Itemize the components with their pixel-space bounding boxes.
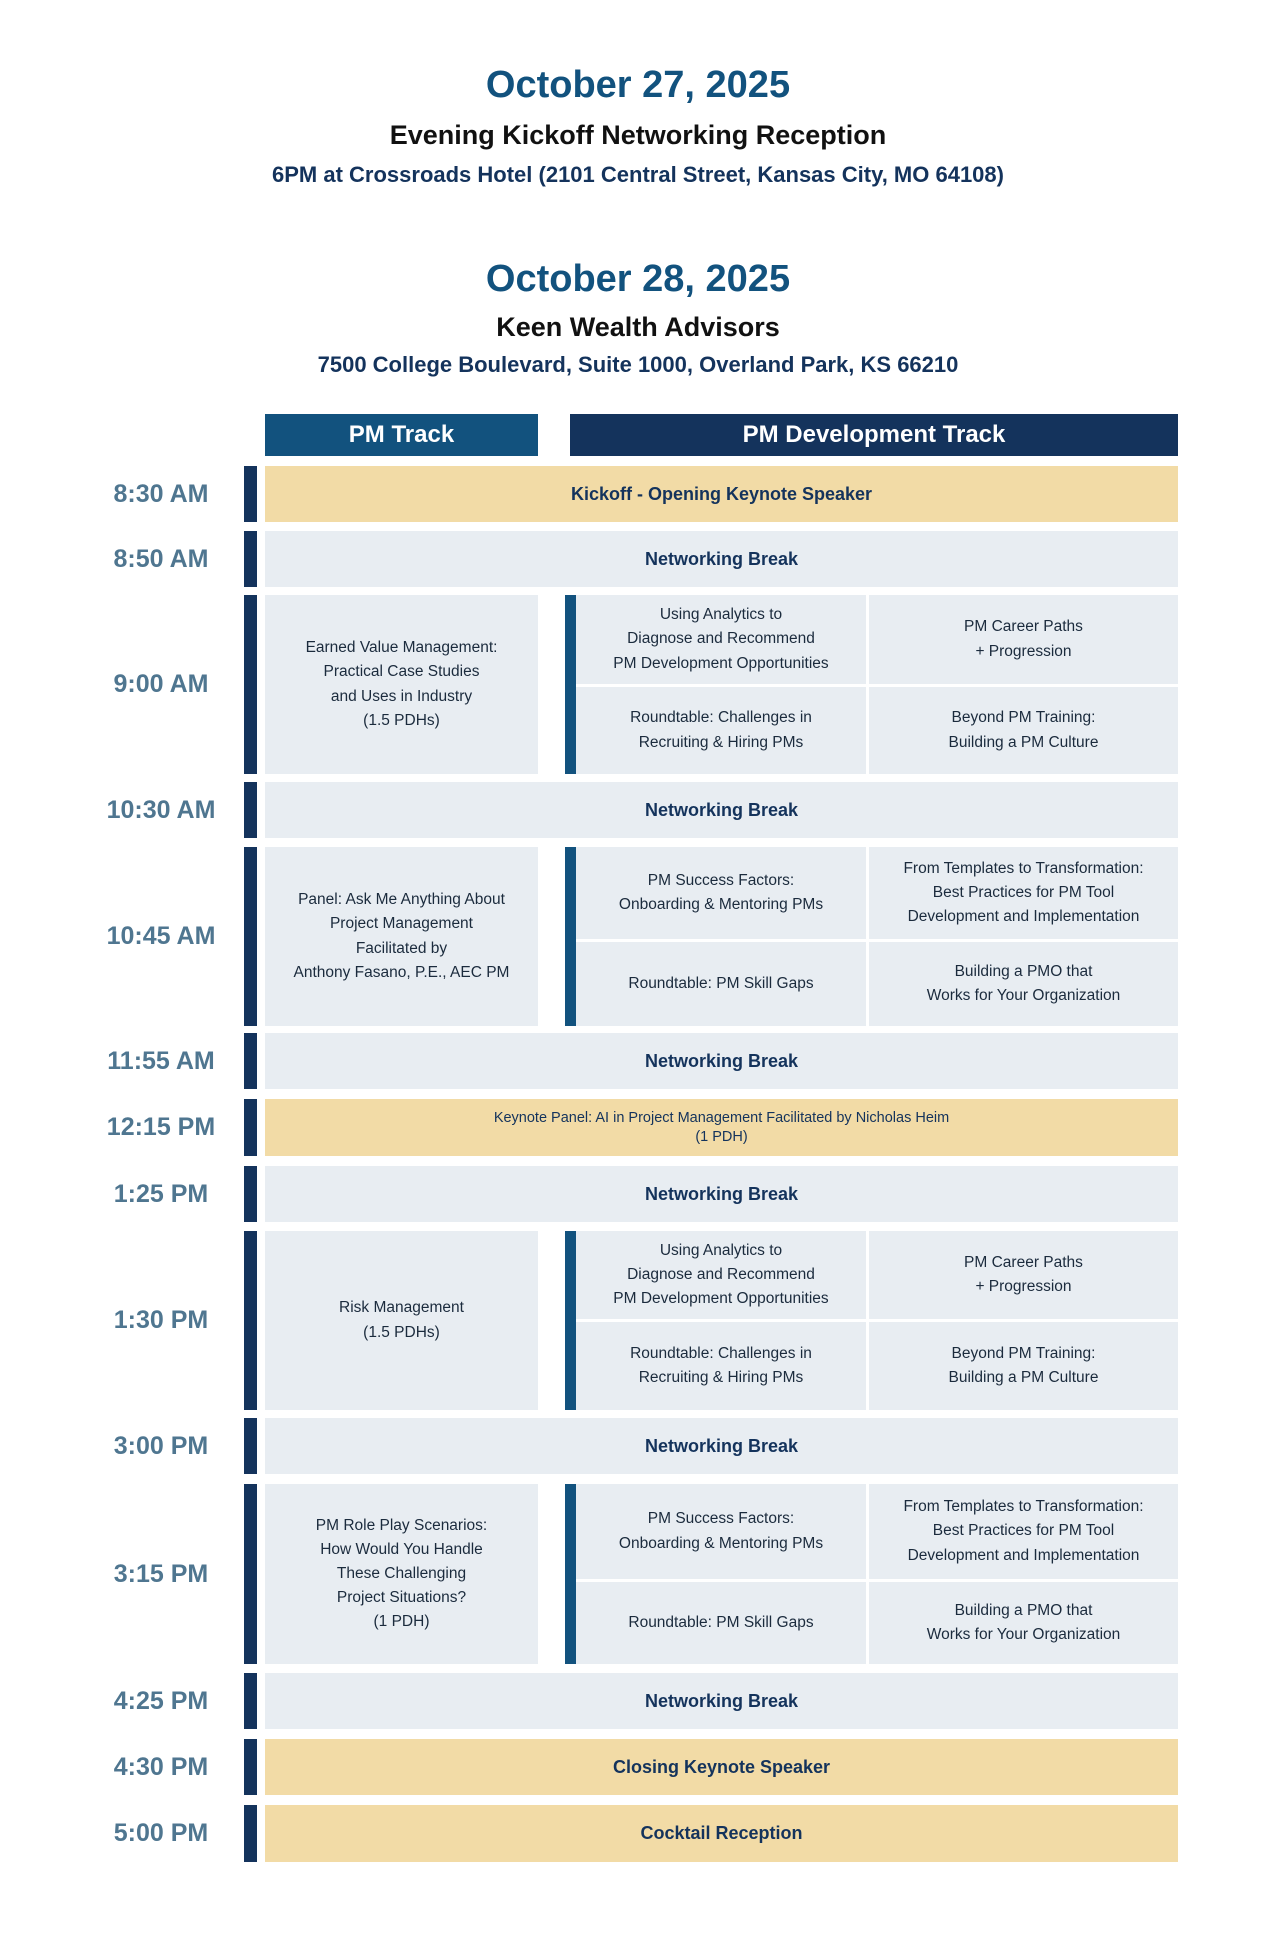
pm-track-session bbox=[265, 1484, 538, 1664]
session-line: (1 PDH) bbox=[373, 1613, 430, 1631]
schedule-row bbox=[0, 1099, 1276, 1156]
session-line: Practical Case Studies bbox=[323, 663, 480, 681]
pm-track-session bbox=[265, 595, 538, 774]
time-label: 4:25 PM bbox=[113, 1686, 209, 1715]
dev-session bbox=[869, 1322, 1178, 1410]
time-label: 1:25 PM bbox=[113, 1179, 209, 1208]
session-line: Roundtable: Challenges in bbox=[630, 709, 812, 727]
time-bar bbox=[244, 1231, 257, 1410]
schedule-row bbox=[0, 1484, 1276, 1664]
day1-date: October 27, 2025 bbox=[485, 64, 791, 106]
session-line: Best Practices for PM Tool bbox=[932, 1522, 1115, 1540]
schedule-row bbox=[0, 1739, 1276, 1795]
dev-session bbox=[869, 1231, 1178, 1319]
session-line: Keynote Panel: AI in Project Management Facilitated by Nicholas Heim bbox=[493, 1110, 950, 1127]
session-line: Diagnose and Recommend bbox=[627, 630, 815, 648]
session-line: PM Success Factors: bbox=[647, 1510, 795, 1528]
schedule-row bbox=[0, 1805, 1276, 1862]
keynote-panel bbox=[265, 1099, 1178, 1156]
pm-track-session bbox=[265, 1231, 538, 1410]
session-line: (1 PDH) bbox=[695, 1128, 748, 1145]
session-line: Using Analytics to bbox=[659, 606, 783, 624]
time-bar bbox=[244, 531, 257, 587]
session-line: (1.5 PDHs) bbox=[363, 711, 440, 729]
dev-session bbox=[576, 595, 866, 684]
session-line: Onboarding & Mentoring PMs bbox=[618, 896, 824, 913]
session-line: Panel: Ask Me Anything About bbox=[298, 891, 505, 909]
session-line: Recruiting & Hiring PMs bbox=[638, 1369, 804, 1386]
dev-session bbox=[869, 595, 1178, 684]
time-bar bbox=[244, 782, 257, 838]
session-line: Roundtable: PM Skill Gaps bbox=[628, 974, 814, 992]
time-label: 8:30 AM bbox=[113, 479, 209, 508]
closing-keynote: Closing Keynote Speaker bbox=[265, 1739, 1178, 1795]
session-line: PM Development Opportunities bbox=[613, 654, 829, 672]
session-line: Onboarding & Mentoring PMs bbox=[618, 1534, 824, 1552]
schedule-row bbox=[0, 1166, 1276, 1222]
session-line: PM Success Factors: bbox=[647, 871, 795, 889]
dev-session bbox=[869, 1582, 1178, 1664]
session-line: Works for Your Organization bbox=[926, 987, 1121, 1004]
dev-session bbox=[576, 942, 866, 1026]
opening-keynote: Kickoff - Opening Keynote Speaker bbox=[265, 466, 1178, 522]
session-line: Earned Value Management: bbox=[305, 639, 498, 657]
dev-session bbox=[576, 687, 866, 774]
session-line: Project Situations? bbox=[336, 1589, 467, 1606]
networking-break: Networking Break bbox=[265, 1033, 1178, 1089]
session-line: Building a PMO that bbox=[954, 1601, 1093, 1619]
session-line: Development and Implementation bbox=[907, 1546, 1140, 1564]
session-line: Using Analytics to bbox=[659, 1241, 783, 1259]
session-line: These Challenging bbox=[336, 1564, 467, 1582]
session-line: Project Management bbox=[329, 915, 473, 933]
dev-session bbox=[869, 847, 1178, 939]
time-label: 10:30 AM bbox=[106, 795, 216, 824]
session-line: How Would You Handle bbox=[320, 1540, 483, 1558]
dev-session bbox=[869, 687, 1178, 774]
session-line: + Progression bbox=[975, 642, 1072, 660]
networking-break: Networking Break bbox=[265, 531, 1178, 587]
session-line: (1.5 PDHs) bbox=[363, 1323, 440, 1341]
time-label: 12:15 PM bbox=[106, 1113, 216, 1141]
schedule-row bbox=[0, 595, 1276, 774]
session-line: Development and Implementation bbox=[907, 908, 1140, 925]
session-line: PM Career Paths bbox=[964, 618, 1083, 636]
day2-date: October 28, 2025 bbox=[485, 258, 791, 300]
schedule-row bbox=[0, 1231, 1276, 1410]
schedule-row bbox=[0, 1418, 1276, 1474]
session-line: Roundtable: Challenges in bbox=[630, 1344, 812, 1362]
time-bar bbox=[244, 1033, 257, 1089]
time-bar bbox=[244, 1673, 257, 1729]
session-line: Building a PMO that bbox=[954, 962, 1093, 980]
session-line: Anthony Fasano, P.E., AEC PM bbox=[293, 963, 510, 981]
session-line: From Templates to Transformation: bbox=[903, 859, 1144, 877]
schedule-row bbox=[0, 782, 1276, 838]
dev-track-bar bbox=[565, 847, 576, 1026]
time-label: 4:30 PM bbox=[113, 1752, 209, 1781]
session-line: PM Career Paths bbox=[964, 1253, 1083, 1271]
time-bar bbox=[244, 1166, 257, 1222]
time-label: 9:00 AM bbox=[113, 670, 209, 698]
time-bar bbox=[244, 1739, 257, 1795]
session-line: Roundtable: PM Skill Gaps bbox=[628, 1613, 814, 1631]
session-line: Facilitated by bbox=[355, 939, 448, 957]
session-line: + Progression bbox=[975, 1278, 1072, 1295]
session-line: Risk Management bbox=[339, 1299, 464, 1317]
time-label: 11:55 AM bbox=[107, 1046, 215, 1075]
dev-session bbox=[576, 847, 866, 939]
session-line: Diagnose and Recommend bbox=[627, 1265, 815, 1283]
time-bar bbox=[244, 595, 257, 774]
time-bar bbox=[244, 1099, 257, 1156]
dev-track-bar bbox=[565, 1231, 576, 1410]
networking-break: Networking Break bbox=[265, 1418, 1178, 1474]
dev-session bbox=[869, 942, 1178, 1026]
schedule-row bbox=[0, 1673, 1276, 1729]
networking-break: Networking Break bbox=[265, 1166, 1178, 1222]
day1-event: Evening Kickoff Networking Reception bbox=[389, 120, 887, 150]
pm-track-header: PM Track bbox=[265, 414, 538, 456]
time-bar bbox=[244, 466, 257, 522]
dev-session bbox=[576, 1322, 866, 1410]
dev-track-bar bbox=[565, 595, 576, 774]
session-line: Beyond PM Training: bbox=[951, 709, 1096, 727]
time-bar bbox=[244, 847, 257, 1026]
day2-host: Keen Wealth Advisors bbox=[496, 312, 780, 342]
networking-break: Networking Break bbox=[265, 782, 1178, 838]
time-bar bbox=[244, 1418, 257, 1474]
schedule-row bbox=[0, 466, 1276, 522]
session-line: Works for Your Organization bbox=[926, 1626, 1121, 1643]
time-label: 1:30 PM bbox=[113, 1306, 209, 1334]
day1-location: 6PM at Crossroads Hotel (2101 Central Street, Kansas City, MO 64108) bbox=[272, 162, 1004, 187]
time-bar bbox=[244, 1484, 257, 1664]
session-line: PM Role Play Scenarios: bbox=[315, 1516, 488, 1534]
session-line: From Templates to Transformation: bbox=[903, 1498, 1144, 1516]
session-line: Beyond PM Training: bbox=[951, 1344, 1096, 1362]
day2-address: 7500 College Boulevard, Suite 1000, Overland Park, KS 66210 bbox=[317, 352, 959, 377]
dev-session bbox=[869, 1484, 1178, 1579]
time-label: 5:00 PM bbox=[113, 1819, 209, 1847]
networking-break: Networking Break bbox=[265, 1673, 1178, 1729]
pm-track-session bbox=[265, 847, 538, 1026]
session-line: Recruiting & Hiring PMs bbox=[638, 733, 804, 751]
schedule-row bbox=[0, 531, 1276, 587]
session-line: Building a PM Culture bbox=[948, 733, 1099, 751]
time-label: 3:00 PM bbox=[113, 1431, 209, 1460]
time-label: 10:45 AM bbox=[106, 922, 216, 950]
schedule-row bbox=[0, 847, 1276, 1026]
session-line: Building a PM Culture bbox=[948, 1369, 1099, 1386]
dev-track-bar bbox=[565, 1484, 576, 1664]
session-line: and Uses in Industry bbox=[330, 687, 473, 705]
time-label: 8:50 AM bbox=[113, 544, 209, 573]
session-line: Best Practices for PM Tool bbox=[932, 883, 1115, 901]
time-bar bbox=[244, 1805, 257, 1862]
dev-session bbox=[576, 1231, 866, 1319]
dev-session bbox=[576, 1582, 866, 1664]
schedule-row bbox=[0, 1033, 1276, 1089]
time-label: 3:15 PM bbox=[113, 1559, 209, 1588]
pm-development-track-header: PM Development Track bbox=[570, 414, 1178, 456]
dev-session bbox=[576, 1484, 866, 1579]
session-line: PM Development Opportunities bbox=[613, 1290, 829, 1307]
cocktail-reception: Cocktail Reception bbox=[265, 1805, 1178, 1862]
